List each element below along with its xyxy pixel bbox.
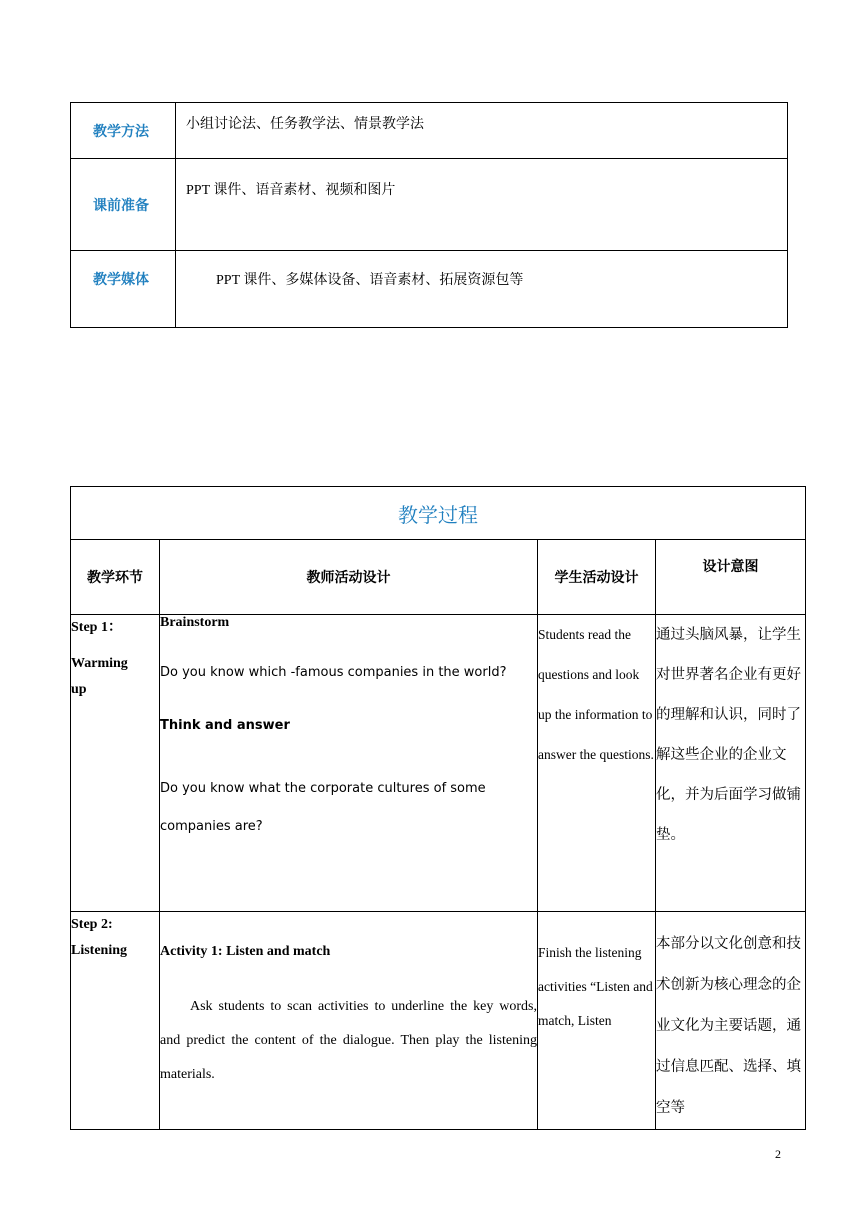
- step1-label: [71, 615, 160, 912]
- info-label: 教学媒体: [71, 251, 176, 328]
- step1-heading-think: Think and answer: [160, 718, 290, 733]
- step1-label-line1: Step 1：: [71, 620, 122, 635]
- step2-design-intent: 本部分以文化创意和技术创新为核心理念的企业文化为主要话题，通过信息匹配、选择、填空等: [656, 912, 806, 1130]
- process-table: [70, 486, 806, 1130]
- step2-label-line1: Step 2:: [71, 917, 113, 932]
- step1-student-activity: Students read the questions and look up the information to answer the questions.: [538, 615, 656, 912]
- header-design-intent: 设计意图: [656, 540, 806, 615]
- step2-teacher-activity: [160, 912, 538, 1130]
- step2-instructions: Ask students to scan activities to underline the key words, and predict the content of the dialogue. Then play the listening materials.: [160, 999, 537, 1082]
- info-row-preparation: [71, 159, 788, 251]
- step1-teacher-activity: [160, 615, 538, 912]
- info-row-media: [71, 251, 788, 328]
- step1-label-line3: up: [71, 682, 87, 697]
- info-table: [70, 102, 788, 328]
- step1-design-intent: 通过头脑风暴，让学生对世界著名企业有更好的理解和认识，同时了解这些企业的企业文化，并为后面学习做铺垫。: [656, 615, 806, 912]
- page-number: 2: [775, 1147, 781, 1161]
- step1-question1: Do you know which -famous companies in the world?: [160, 665, 507, 680]
- info-label: 课前准备: [71, 159, 176, 251]
- step2-heading-listen: Activity 1: Listen and match: [160, 944, 331, 959]
- header-teacher-activity: 教师活动设计: [160, 540, 538, 615]
- step1-question2-line2: companies are?: [160, 819, 263, 834]
- process-title: 教学过程: [71, 487, 806, 540]
- step1-question2-line1: Do you know what the corporate cultures of some: [160, 781, 486, 796]
- step2-label: [71, 912, 160, 1130]
- step2-student-activity: Finish the listening activities “Listen and match, Listen: [538, 912, 656, 1130]
- info-value: PPT 课件、多媒体设备、语音素材、拓展资源包等: [176, 251, 788, 328]
- info-value: PPT 课件、语音素材、视频和图片: [176, 159, 788, 251]
- step1-label-line2: Warming: [71, 656, 128, 671]
- step2-row: [71, 912, 806, 1130]
- info-row-method: [71, 103, 788, 159]
- header-stage: 教学环节: [71, 540, 160, 615]
- step1-heading-brainstorm: Brainstorm: [160, 615, 230, 630]
- step2-label-line2: Listening: [71, 943, 128, 958]
- header-student-activity: 学生活动设计: [538, 540, 656, 615]
- process-header-row: [71, 540, 806, 615]
- step1-row: [71, 615, 806, 912]
- info-value: 小组讨论法、任务教学法、情景教学法: [176, 103, 788, 159]
- process-title-row: [71, 487, 806, 540]
- info-label: 教学方法: [71, 103, 176, 159]
